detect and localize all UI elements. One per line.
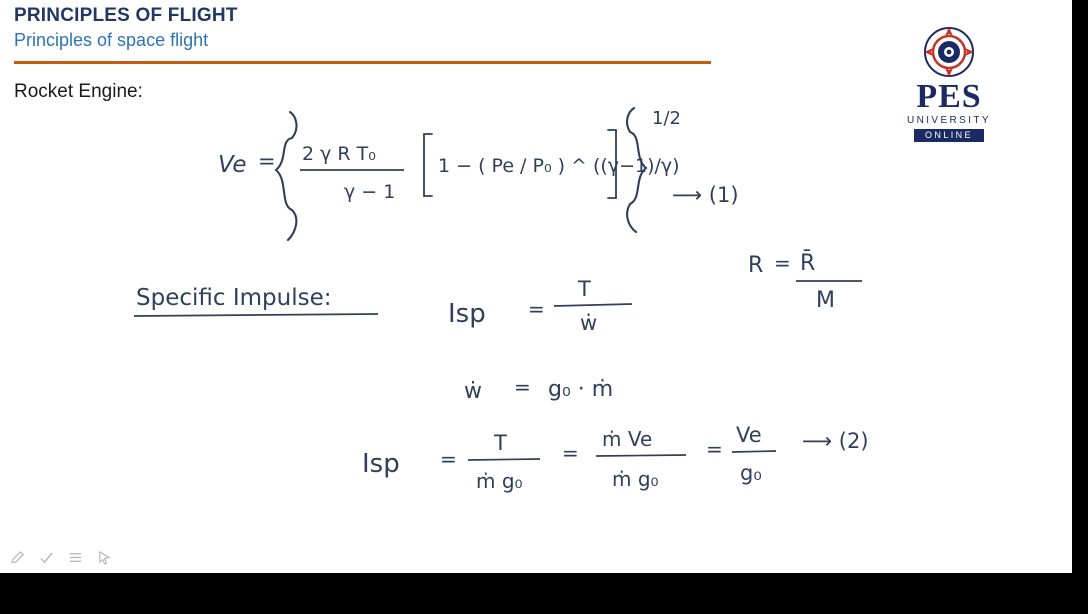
rdef-lhs: R: [748, 253, 764, 278]
list-tool-icon[interactable]: [68, 550, 83, 565]
header-divider: [14, 61, 711, 64]
page-title: PRINCIPLES OF FLIGHT: [14, 5, 238, 26]
compass-emblem-icon: [923, 26, 975, 78]
eq1-bracket-term: 1 − ( Pe / P₀ ) ^ ((γ−1)/γ): [438, 155, 680, 177]
rdef-denominator: M: [816, 288, 835, 313]
eq1-denominator: γ − 1: [344, 181, 396, 203]
ink-toolbar[interactable]: [4, 544, 150, 570]
specific-impulse-heading-group: [134, 285, 378, 316]
ispf-frac1-den: ṁ g₀: [476, 469, 523, 493]
equation-1-group: [218, 108, 739, 240]
ispf-frac3-den: g₀: [740, 461, 762, 485]
ispf-equals-3: =: [706, 437, 723, 461]
eqw-rhs: g₀ · ṁ: [548, 377, 614, 402]
specific-impulse-heading: Specific Impulse:: [136, 285, 332, 311]
ispf-equals-1: =: [440, 447, 457, 471]
equation-isp-w-group: [448, 277, 632, 335]
eqw-equals: =: [514, 375, 531, 399]
rdef-numerator: R̄: [800, 251, 816, 276]
ispw-lhs: Isp: [448, 299, 486, 329]
ispf-tag: ⟶ (2): [802, 429, 869, 453]
eq1-lhs: Ve: [218, 152, 247, 178]
equation-isp-final-group: [362, 423, 869, 493]
ispf-frac2-den: ṁ g₀: [612, 467, 659, 491]
eq1-tag: ⟶ (1): [672, 183, 739, 207]
rdef-equals: =: [774, 251, 791, 275]
section-label: Rocket Engine:: [14, 81, 143, 102]
ispf-frac2-num: ṁ Ve: [602, 427, 653, 451]
pes-logo: [901, 26, 997, 142]
pointer-tool-icon[interactable]: [97, 550, 112, 565]
logo-online-badge: ONLINE: [914, 129, 984, 142]
eqw-lhs: ẇ: [464, 379, 482, 404]
eq1-numerator: 2 γ R T₀: [302, 143, 376, 165]
equation-w-group: [464, 375, 613, 404]
ispf-frac3-num: Ve: [736, 423, 762, 447]
ispw-numerator: T: [578, 277, 591, 301]
ispf-equals-2: =: [562, 441, 579, 465]
logo-wordmark: PES: [916, 78, 982, 115]
r-definition-group: [748, 250, 862, 313]
check-tool-icon[interactable]: [39, 550, 54, 565]
ispw-denominator: ẇ: [580, 311, 598, 335]
eq1-equals: =: [258, 149, 276, 173]
slide-header: [14, 4, 714, 53]
ispf-lhs: Isp: [362, 449, 400, 479]
pen-tool-icon[interactable]: [10, 550, 25, 565]
eq1-outer-exponent: 1/2: [652, 108, 681, 129]
ispf-frac1-num: T: [494, 431, 507, 455]
ispw-equals: =: [528, 297, 545, 321]
page-subtitle: Principles of space flight: [14, 30, 209, 50]
logo-university-text: UNIVERSITY: [906, 115, 991, 126]
